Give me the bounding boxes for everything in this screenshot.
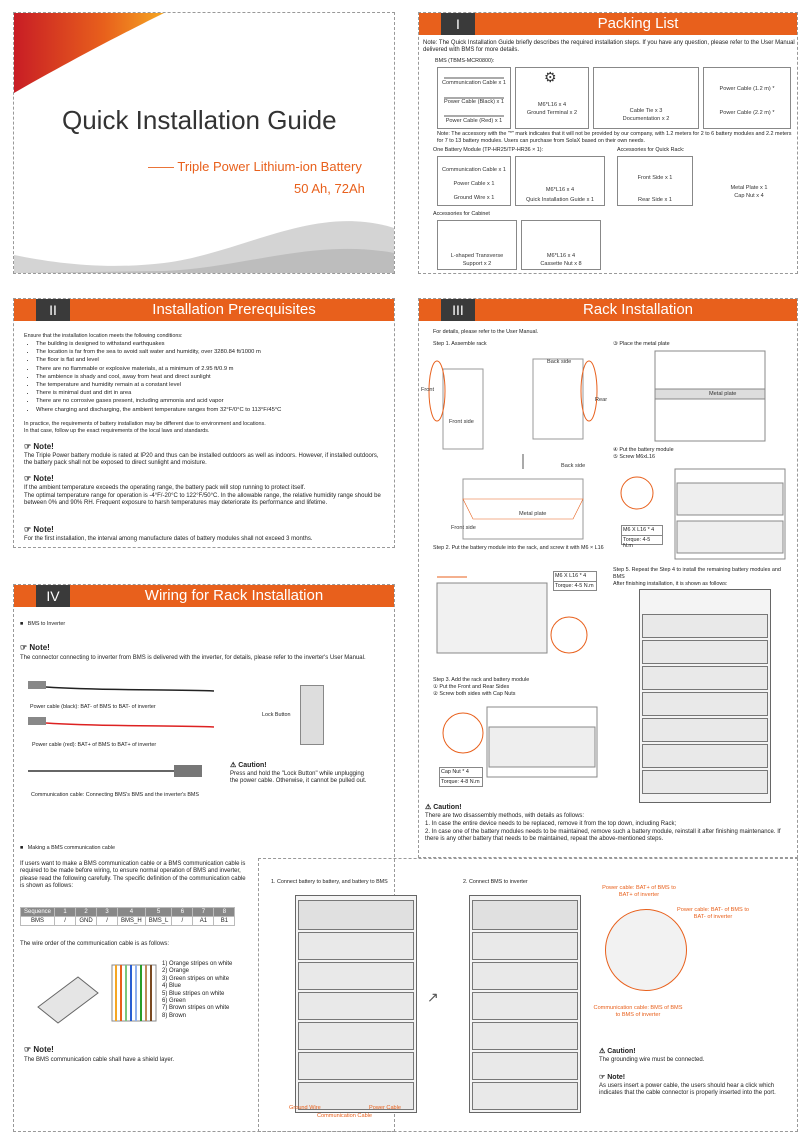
torque-box xyxy=(553,571,597,591)
torque-value: Torque: 4-5 N.m xyxy=(554,581,596,591)
prereq-outro: In that case, follow up the exact requirements of the local laws and standards. xyxy=(24,428,210,434)
rack-step4a: ④ Put the battery module xyxy=(613,447,674,453)
module-box-screws xyxy=(515,156,605,206)
table-cell: / xyxy=(55,917,76,926)
battery-module xyxy=(642,718,768,742)
table-cell: 8 xyxy=(214,908,235,917)
torque-value: Torque: 4-5 N.m xyxy=(622,535,662,551)
cabinet-item: L-shaped Transverse xyxy=(450,253,504,259)
table-cell: 3 xyxy=(97,908,118,917)
rack-stack-drawing xyxy=(639,589,771,803)
table-cell: 1 xyxy=(55,908,76,917)
rack-stack-left xyxy=(295,895,417,1113)
prereq-item: • Where charging and discharging, the ambient temperature ranges from 32°F/0°C to 113°F/45°C xyxy=(36,406,396,414)
wire-item: 1) Orange stripes on white xyxy=(162,961,233,967)
capnut-spec: Cap Nut * 4 xyxy=(441,769,469,775)
note-label: Note! xyxy=(33,1045,54,1054)
battery-module xyxy=(642,744,768,768)
rack-item: Cap Nut x 4 xyxy=(734,193,764,199)
table-cell: GND xyxy=(76,917,97,926)
bms-item: M6*L16 x 4 xyxy=(537,102,567,108)
cabinet-box-nuts xyxy=(521,220,601,270)
table-cell: BMS_L xyxy=(145,917,172,926)
module-item: Ground Wire x 1 xyxy=(453,195,495,201)
rack-frame-drawing xyxy=(423,349,603,549)
module-box-cables xyxy=(437,156,511,206)
torque-value: Torque: 4-8 N.m xyxy=(440,777,482,787)
bms-item: Cable Tie x 3 xyxy=(629,108,663,114)
cable-comm-label: Communication cable: Connecting BMS's BMS and the inverter's BMS xyxy=(30,792,200,798)
connector-zoom xyxy=(605,909,687,991)
cover-panel xyxy=(13,12,395,274)
torque-spec: M6 X L16 * 4 xyxy=(555,573,587,579)
cover-swoosh xyxy=(14,13,394,273)
note-icon: ☞ xyxy=(24,442,34,451)
bms-inverter-heading: ■ BMS to Inverter xyxy=(20,621,66,627)
section-title: Packing List xyxy=(597,15,679,32)
battery-module xyxy=(298,1022,414,1050)
cabinet-item: M6*L16 x 4 xyxy=(546,253,576,259)
bms-item: Power Cable (Red) x 1 xyxy=(445,118,503,124)
wire-item: 4) Blue xyxy=(162,983,182,990)
rack-caution2: 1. In case the entire device needs to be replaced, remove it from the top down, including Rack; xyxy=(425,821,677,827)
rack-box-sides xyxy=(617,156,693,206)
battery-module xyxy=(472,932,578,960)
battery-module xyxy=(298,1052,414,1080)
rj45-drawing xyxy=(28,957,168,1037)
rack-label: Back side xyxy=(561,463,586,469)
battery-module xyxy=(298,992,414,1020)
wire-intro: The wire order of the communication cable is as follows: xyxy=(20,941,170,947)
section-number: IV xyxy=(36,585,70,607)
rack-step2: Step 2. Put the battery module into the rack, and screw it with M6 × L16 xyxy=(433,545,604,551)
section-number: I xyxy=(441,13,475,35)
wiring-header xyxy=(14,585,394,607)
connect-step2: 2. Connect BMS to inverter xyxy=(463,879,528,885)
cover-title: Quick Installation Guide xyxy=(62,105,337,135)
note-icon: ☞ xyxy=(599,1074,608,1081)
section-number: II xyxy=(36,299,70,321)
table-cell: BMS_H xyxy=(118,917,146,926)
caution-heading xyxy=(599,1047,636,1055)
prereq-item: • The ambience is shady and cool, away from heat and direct sunlight xyxy=(36,373,396,381)
bms-module xyxy=(472,900,578,930)
prereq-item: • The floor is flat and level xyxy=(36,356,396,364)
prereq-item: • There is minimal dust and dirt in area xyxy=(36,389,396,397)
rack-label: Metal plate xyxy=(519,511,547,517)
caution-label: Caution! xyxy=(607,1048,636,1055)
note-heading xyxy=(24,442,54,451)
caution-heading xyxy=(425,803,462,811)
prereq-intro: Ensure that the installation location meets the following conditions: xyxy=(24,333,183,339)
section-title: Rack Installation xyxy=(582,301,694,318)
section-title: Wiring for Rack Installation xyxy=(144,587,324,604)
rack-label: Front xyxy=(421,387,435,393)
bms-label: BMS (TBMS-MCR0800): xyxy=(435,58,495,64)
comm-cable-label: Communication Cable xyxy=(317,1113,373,1119)
table-cell: 6 xyxy=(172,908,193,917)
module-item: M6*L16 x 4 xyxy=(545,187,575,193)
battery-module xyxy=(298,932,414,960)
battery-module xyxy=(472,992,578,1020)
module-label: One Battery Module (TP-HR25/TP-HR36 × 1): xyxy=(433,147,544,153)
section-title: Installation Prerequisites xyxy=(152,301,316,318)
caution-label: Caution! xyxy=(238,762,267,769)
caution-heading xyxy=(230,761,267,769)
bms-item: Ground Terminal x 2 xyxy=(526,110,578,116)
connect-note: As users insert a power cable, the users should hear a click which indicates that the cable connector is properly inserted into the port. xyxy=(599,1083,776,1097)
bms-item: Power Cable (1.2 m) * xyxy=(719,86,775,92)
table-cell: 7 xyxy=(193,908,214,917)
rack-step5: Step 5. Repeat the Step 4 to install the remaining battery modules and BMS xyxy=(613,567,781,580)
module-item: Power Cable x 1 xyxy=(453,181,495,187)
rack-step4b: ⑤ Screw M6xL16 xyxy=(613,454,655,460)
rack-item: Front Side x 1 xyxy=(637,175,673,181)
power-cable-label: Power Cable xyxy=(369,1105,402,1111)
torque-spec: M6 X L16 * 4 xyxy=(623,527,655,533)
cabinet-label: Accessories for Cabinet xyxy=(433,211,490,217)
rack-stack-right xyxy=(469,895,581,1113)
note-heading xyxy=(24,1045,54,1054)
warning-icon: ⚠ xyxy=(230,762,239,769)
rack-step3: Step 3. Add the rack and battery module xyxy=(433,677,530,683)
note-heading xyxy=(24,525,54,534)
cover-subtitle: —— Triple Power Lithium-ion Battery xyxy=(148,159,362,174)
table-cell: Sequence xyxy=(21,908,55,917)
wire-item: 3) Green stripes on white xyxy=(162,975,230,982)
wiring-note1: The connector connecting to inverter from BMS is delivered with the inverter, for details, please refer to the inverter's User Manual. xyxy=(20,655,366,661)
prereq-outro: In practice, the requirements of battery installation may be different due to environment and locations. xyxy=(24,421,266,427)
lock-button-label: Lock Button xyxy=(262,712,291,718)
table-cell: / xyxy=(172,917,193,926)
ground-wire-label: Ground Wire xyxy=(289,1105,321,1111)
rack-label: Metal plate xyxy=(709,391,737,397)
rack-label: Front side xyxy=(451,525,476,531)
battery-module xyxy=(472,1082,578,1110)
section-number: III xyxy=(441,299,475,321)
arrow-icon: ↗ xyxy=(427,989,439,1005)
bms-box-ties xyxy=(593,67,699,129)
prereq-note2a: If the ambient temperature exceeds the operating range, the battery pack will stop running to protect itself. xyxy=(24,485,306,491)
table-cell: A1 xyxy=(193,917,214,926)
rack-step5b: After finishing installation, it is shown as follows: xyxy=(613,581,728,587)
rack-label: Front side xyxy=(449,419,474,425)
battery-module xyxy=(472,1052,578,1080)
note-icon: ☞ xyxy=(24,525,34,534)
prereq-panel xyxy=(13,298,395,548)
caution-label: Caution! xyxy=(433,804,462,811)
rack-panel xyxy=(418,298,798,858)
making-label: Making a BMS communication cable xyxy=(27,845,115,851)
rack-caution3: 2. In case one of the battery modules needs to be maintained, remove such a battery module, reinstall it after finishing maintenance. If there is any other battery that needs to be maintained, repeat the above-mentioned steps. xyxy=(425,829,781,843)
battery-module xyxy=(642,770,768,794)
prereq-item: • There are no corrosive gases present, including ammonia and acid vapor xyxy=(36,397,396,405)
sequence-table xyxy=(20,907,235,926)
bms-box-optional xyxy=(703,67,791,129)
note-icon: ☞ xyxy=(20,643,30,652)
bat-minus-label: Power cable: BAT- of BMS to BAT- of inverter xyxy=(676,907,750,920)
bms-item: Power Cable (2.2 m) * xyxy=(719,110,775,116)
note-heading xyxy=(20,643,50,652)
making-heading: ■ Making a BMS communication cable xyxy=(20,845,115,851)
rack-item: Rear Side x 1 xyxy=(638,197,672,203)
prereq-item: • The temperature and humidity remain at a constant level xyxy=(36,381,396,389)
note-heading xyxy=(599,1073,625,1081)
bms-module xyxy=(298,900,414,930)
wire-item: 2) Orange xyxy=(162,968,190,975)
battery-module xyxy=(642,666,768,690)
warning-icon: ⚠ xyxy=(425,804,434,811)
prereq-item: • The location is far from the sea to avoid salt water and humidity, over 3280.84 ft/1000 m xyxy=(36,348,396,356)
rack-step1: Step 1. Assemble rack xyxy=(433,341,487,347)
rack-intro: For details, please refer to the User Manual. xyxy=(433,329,539,335)
wire-item: 7) Brown stripes on white xyxy=(162,1005,230,1012)
note-label: Note! xyxy=(29,643,50,652)
wire-item: 5) Blue stripes on white xyxy=(162,990,225,997)
prereq-note1: The Triple Power battery module is rated at IP20 and thus can be installed outdoors as well as indoors. However, if installed outdoors, the battery pack shall not be exposed to direct sunlight and moisture. xyxy=(24,453,379,467)
cable-drawing xyxy=(24,679,224,799)
bms-box-screws xyxy=(515,67,589,129)
table-cell: / xyxy=(97,917,118,926)
bms-inverter-label: BMS to Inverter xyxy=(27,621,66,627)
bms-box-cables xyxy=(437,67,511,129)
packing-note: Note: The Quick Installation Guide briefly describes the required installation steps. If you have any question, please refer to the User Manual delivered with BMS for more details. xyxy=(423,40,795,54)
table-cell: B1 xyxy=(214,917,235,926)
packing-header xyxy=(419,13,797,35)
wire-item: 6) Green xyxy=(162,998,186,1005)
note-label: Note! xyxy=(33,474,54,483)
note-label: Note! xyxy=(33,525,54,534)
table-cell: 2 xyxy=(76,908,97,917)
connector-drawing xyxy=(300,685,324,745)
table-cell: 4 xyxy=(118,908,146,917)
prereq-item: • The building is designed to withstand earthquakes xyxy=(36,340,396,348)
bms-item: Documentation x 2 xyxy=(622,116,670,122)
table-header-row xyxy=(21,908,235,917)
battery-module xyxy=(642,614,768,638)
rack-label: Rear xyxy=(595,397,608,403)
prereq-note2b: The optimal temperature range for operation is -4°F/-20°C to 122°F/50°C. In the allowable range, the relative humidity range should be between 0% and 90% RH. Frequent exposure to harsh temperatures may deteriorate its performance and lifetime. xyxy=(24,493,381,507)
battery-module xyxy=(642,640,768,664)
note-label: Note! xyxy=(33,442,54,451)
table-cell: 5 xyxy=(145,908,172,917)
rack-caution1: There are two disassembly methods, with details as follows: xyxy=(425,813,585,819)
battery-module xyxy=(298,962,414,990)
table-cell: BMS xyxy=(21,917,55,926)
note-icon: ☞ xyxy=(24,1045,34,1054)
cable-black-label: Power cable (black): BAT- of BMS to BAT- of inverter xyxy=(30,704,156,710)
prereq-item: • There are no flammable or explosive materials, at a minimum of 2.95 ft/0.9 m xyxy=(36,365,396,373)
comm-label: Communication cable: BMS of BMS to BMS of inverter xyxy=(593,1005,683,1018)
module-item: Quick Installation Guide x 1 xyxy=(525,197,595,203)
bat-plus-label: Power cable: BAT+ of BMS to BAT+ of inverter xyxy=(602,885,676,898)
connect-caution: The grounding wire must be connected. xyxy=(599,1057,705,1063)
connect-step1: 1. Connect battery to battery, and battery to BMS xyxy=(271,879,388,885)
prereq-note3: For the first installation, the interval among manufacture dates of battery modules shall not exceed 3 months. xyxy=(24,536,313,542)
wire-list xyxy=(162,961,232,1020)
note-label: Note! xyxy=(607,1074,626,1081)
cabinet-item: Cassette Nut x 8 xyxy=(540,261,582,267)
bms-item: Power Cable (Black) x 1 xyxy=(444,99,504,105)
cabinet-box-support xyxy=(437,220,517,270)
prereq-header xyxy=(14,299,394,321)
rack-header xyxy=(419,299,797,321)
module-item: Communication Cable x 1 xyxy=(441,167,507,173)
rack-acc-label: Accessories for Quick Rack: xyxy=(617,147,685,153)
warning-icon: ⚠ xyxy=(599,1048,608,1055)
note-heading xyxy=(24,474,54,483)
battery-module xyxy=(642,692,768,716)
packing-panel xyxy=(418,12,798,274)
note-icon: ☞ xyxy=(24,474,34,483)
wiring-caution: Press and hold the "Lock Button" while unplugging the power cable. Otherwise, it cannot be pulled out. xyxy=(230,771,367,785)
cable-red-label: Power cable (red): BAT+ of BMS to BAT+ of inverter xyxy=(32,742,157,748)
rack-step3a: ① Put the Front and Rear Sides xyxy=(433,684,510,690)
battery-module xyxy=(472,962,578,990)
connect-panel xyxy=(258,858,798,1132)
rack-step3b: ② Screw both sides with Cap Nuts xyxy=(433,691,516,697)
making-text: If users want to make a BMS communication cable or a BMS communication cable is required to be made before wiring, to ensure normal operation of BMS and inverter, please read the following carefully. The specific definition of the communication cable is shown as follows: xyxy=(20,861,246,890)
accessory-note: Note: The accessory with the "*" mark indicates that it will not be provided by our company, with 1.2 meters for 2 to 6 battery modules and 2.2 meters for 7 to 13 battery modules. Users can purchase from SolaX based on their own needs. xyxy=(437,131,792,144)
wiring-note2: The BMS communication cable shall have a shield layer. xyxy=(24,1057,175,1063)
rack-label: Back side xyxy=(547,359,572,365)
cabinet-item: Support x 2 xyxy=(462,261,492,267)
wire-item: 8) Brown xyxy=(162,1012,187,1019)
screw-icon: ⚙ xyxy=(544,69,557,85)
prereq-list xyxy=(22,340,396,414)
battery-module xyxy=(472,1022,578,1050)
table-row xyxy=(21,917,235,926)
cover-capacity: 50 Ah, 72Ah xyxy=(294,181,365,196)
rack-plate-drawing xyxy=(615,349,795,449)
rack-step-plate: ③ Place the metal plate xyxy=(613,341,670,347)
torque-box xyxy=(621,525,663,550)
capnut-box xyxy=(439,767,483,787)
bms-item: Communication Cable x 1 xyxy=(441,80,507,86)
rack-item: Metal Plate x 1 xyxy=(730,185,768,191)
